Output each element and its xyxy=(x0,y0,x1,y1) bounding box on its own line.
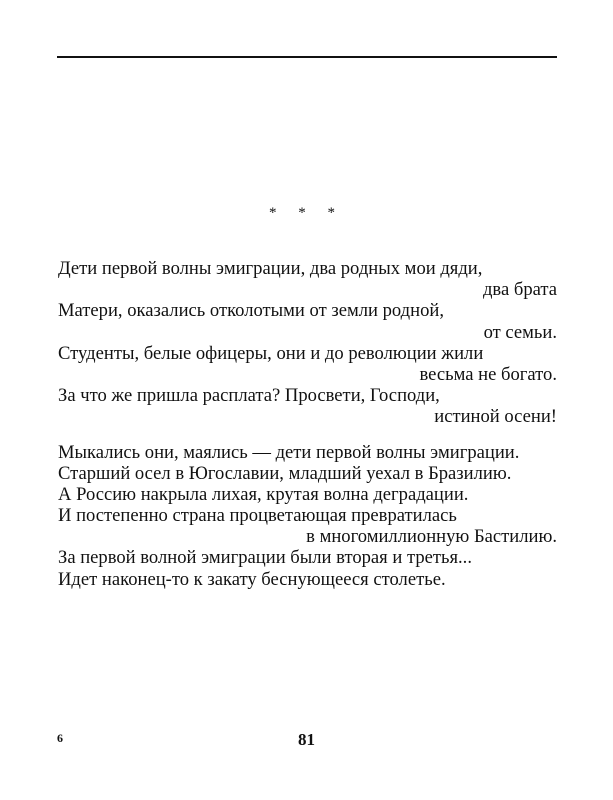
poem-line: Мыкались они, маялись — дети первой волны эмиграции. xyxy=(58,441,520,463)
stanza-gap xyxy=(58,428,557,442)
poem-line: За первой волной эмиграции были вторая и третья... xyxy=(58,547,472,569)
poem-line: два брата xyxy=(482,279,557,301)
poem-line: Дети первой волны эмиграции, два родных мои дяди, xyxy=(58,258,483,279)
section-ornament: * * * xyxy=(269,205,344,221)
top-rule xyxy=(57,56,557,58)
poem-line: Студенты, белые офицеры, они и до революции жили xyxy=(58,342,484,364)
poem-line: весьма не богато. xyxy=(419,363,557,385)
poem xyxy=(58,258,557,590)
poem-line: А Россию накрыла лихая, крутая волна деградации. xyxy=(58,483,469,505)
stanza xyxy=(58,258,557,428)
poem-line: истиной осени! xyxy=(434,406,557,428)
poem-line: Матери, оказались отколотыми от земли родной, xyxy=(58,300,444,322)
poem-line: Идет наконец-то к закату беснующееся столетье. xyxy=(58,568,446,590)
poem-line: Старший осел в Югославии, младший уехал в Бразилию. xyxy=(58,462,512,484)
poem-line: от семьи. xyxy=(483,321,557,343)
poem-line: в многомиллионную Бастилию. xyxy=(306,526,557,548)
page-number: 81 xyxy=(298,730,315,749)
poem-line: И постепенно страна процветающая превратилась xyxy=(58,505,457,527)
signature-mark: 6 xyxy=(57,731,63,745)
stanza xyxy=(58,442,557,590)
poem-line: За что же пришла расплата? Просвети, Господи, xyxy=(58,385,440,407)
